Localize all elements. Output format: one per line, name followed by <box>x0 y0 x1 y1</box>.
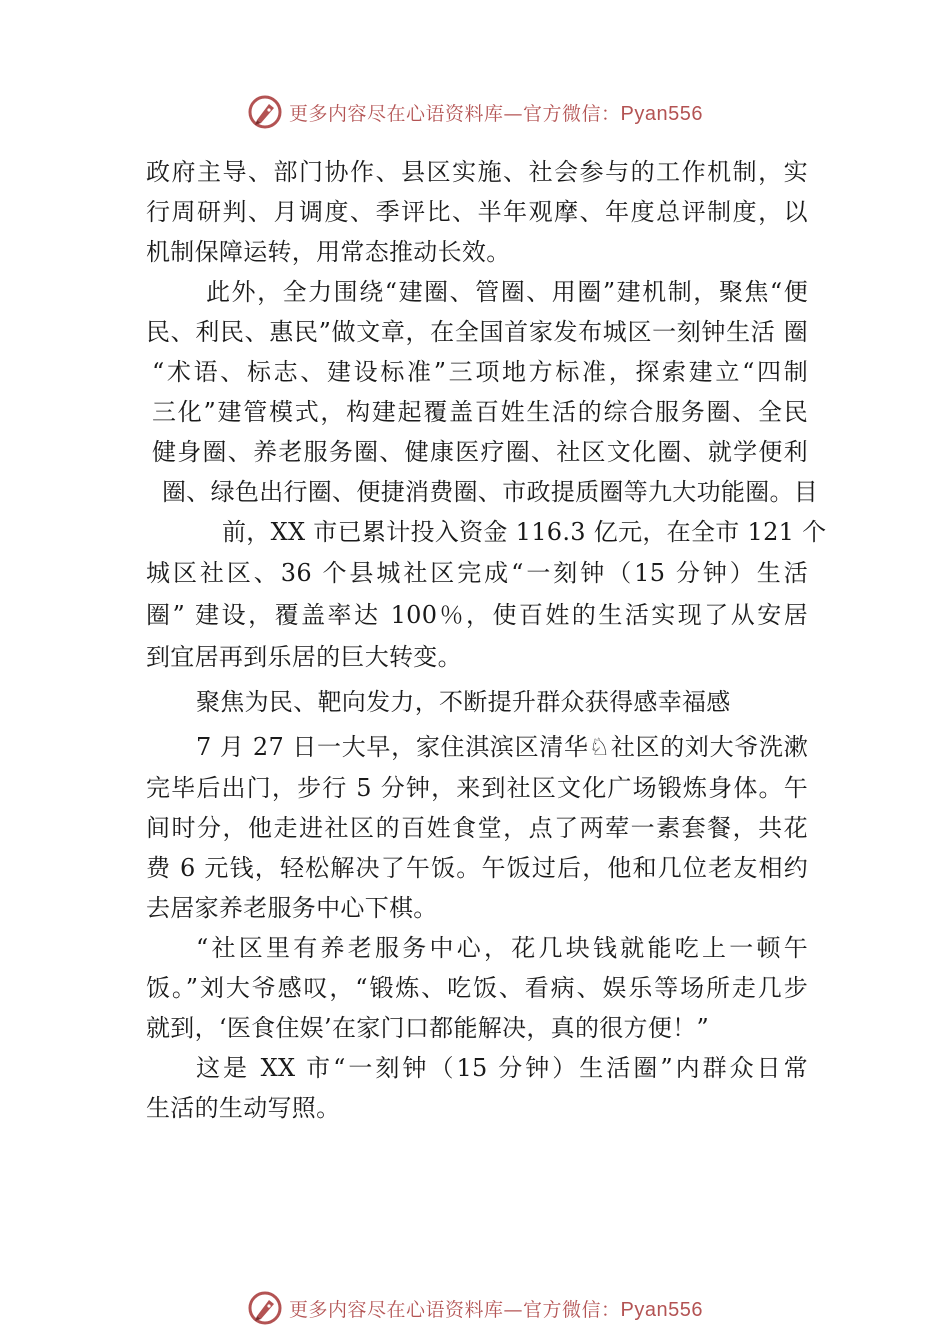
pen-nib-logo-icon <box>247 94 283 130</box>
text-line: 三化”建管模式，构建起覆盖百姓生活的综合服务圈、全民 <box>152 398 808 426</box>
text-line: “社区里有养老服务中心，花几块钱就能吃上一顿午 <box>196 934 808 962</box>
text-line: 去居家养老服务中心下棋。 <box>146 894 438 922</box>
section-heading: 聚焦为民、靶向发力，不断提升群众获得感幸福感 <box>196 688 731 716</box>
text-line: 民、利民、惠民”做文章，在全国首家发布城区一刻钟生活 圈 <box>146 318 808 346</box>
text-line: 间时分，他走进社区的百姓食堂，点了两荤一素套餐，共花 <box>146 814 808 842</box>
text-line: 圈、绿色出行圈、便捷消费圈、市政提质圈等九大功能圈。目 <box>162 478 819 506</box>
header-wechat-id: Pyan556 <box>620 102 703 125</box>
text-line: 这是 XX 市“一刻钟（15 分钟）生活圈”内群众日常 <box>196 1054 808 1082</box>
text-line: 此外，全力围绕“建圈、管圈、用圈”建机制，聚焦“便 <box>206 278 808 306</box>
text-line: 城区社区、36 个县城社区完成“一刻钟（15 分钟）生活 <box>146 559 808 587</box>
text-line: 政府主导、部门协作、县区实施、社会参与的工作机制，实 <box>146 158 808 186</box>
text-line: 行周研判、月调度、季评比、半年观摩、年度总评制度，以 <box>146 198 808 226</box>
text-line: 完毕后出门，步行 5 分钟，来到社区文化广场锻炼身体。午 <box>146 774 808 802</box>
document-body <box>146 152 827 1128</box>
text-line: 费 6 元钱，轻松解决了午饭。午饭过后，他和几位老友相约 <box>146 854 808 882</box>
text-line: “术语、标志、建设标准”三项地方标准，探索建立“四制 <box>152 358 808 386</box>
header-banner-text: 更多内容尽在心语资料库—官方微信：Pyan556 <box>289 102 703 125</box>
text-line: 生活的生动写照。 <box>146 1094 341 1122</box>
footer-banner-text: 更多内容尽在心语资料库—官方微信：Pyan556 <box>289 1298 703 1321</box>
text-line: 饭。”刘大爷感叹，“锻炼、吃饭、看病、娱乐等场所走几步 <box>146 974 808 1002</box>
text-line: 就到，‘医食住娱’在家门口都能解决，真的很方便！” <box>146 1014 710 1042</box>
text-line: 7 月 27 日一大早，家住淇滨区清华♘社区的刘大爷洗漱 <box>196 733 808 761</box>
pen-nib-logo-icon <box>247 1290 283 1326</box>
footer-banner <box>0 1290 950 1326</box>
text-line: 前，XX 市已累计投入资金 116.3 亿元，在全市 121 个 <box>222 518 827 546</box>
text-line: 健身圈、养老服务圈、健康医疗圈、社区文化圈、就学便利 <box>152 438 808 466</box>
text-line: 机制保障运转，用常态推动长效。 <box>146 238 511 266</box>
text-line: 圈” 建设，覆盖率达 100％，使百姓的生活实现了从安居 <box>146 601 808 629</box>
header-banner <box>0 94 950 130</box>
text-line: 到宜居再到乐居的巨大转变。 <box>146 643 462 671</box>
footer-wechat-id: Pyan556 <box>620 1298 703 1321</box>
